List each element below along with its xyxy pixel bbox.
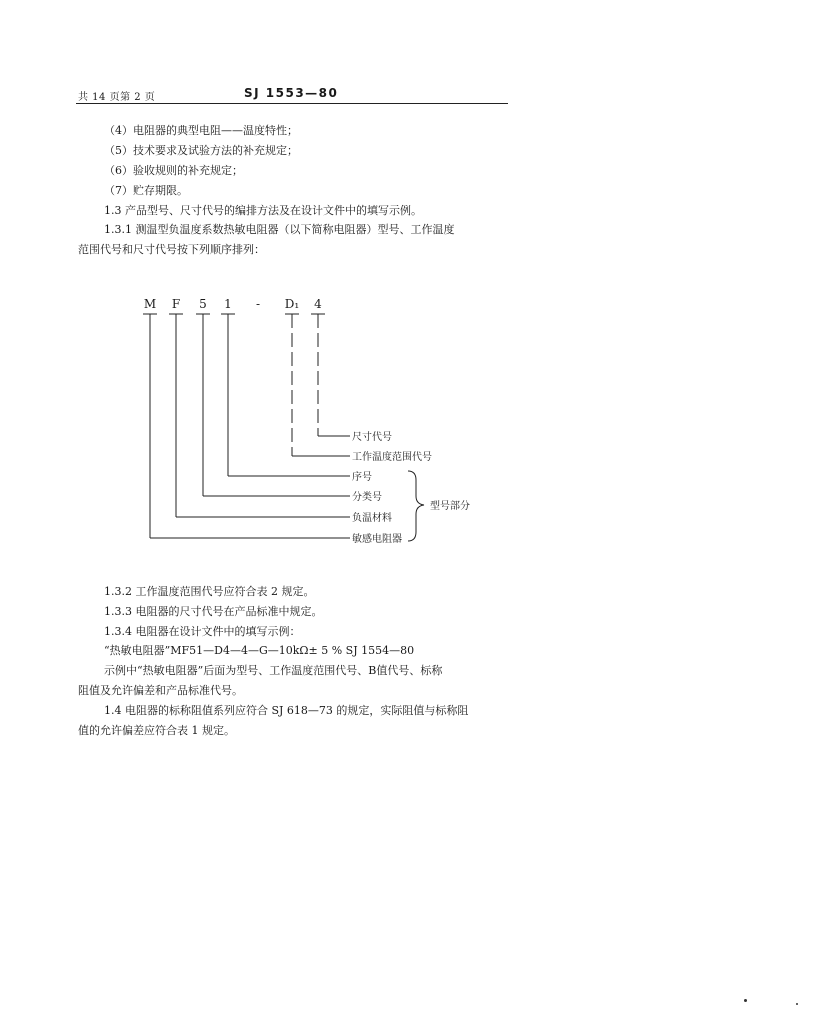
model-part-brace [408, 471, 424, 541]
section-1-3-1-line: 1.3.1 测温型负温度系数热敏电阻器（以下简称电阻器）型号、工作温度 [104, 223, 455, 236]
label-serial-number: 序号 [352, 472, 372, 483]
label-model-part: 型号部分 [430, 501, 470, 512]
label-sensitive-resistor: 敏感电阻器 [352, 534, 402, 545]
section-1-4-line-1: 1.4 电阻器的标称阻值系列应符合 SJ 618—73 的规定，实际阻值与标称阻 [104, 704, 469, 717]
symbol-5: 5 [199, 297, 207, 311]
example-explanation-2: 阻值及允许偏差和产品标准代号。 [78, 684, 243, 697]
page-info: 共 14 页第 2 页 [78, 92, 156, 103]
section-1-3-3: 1.3.3 电阻器的尺寸代号在产品标准中规定。 [104, 605, 323, 618]
label-class-number: 分类号 [352, 492, 382, 503]
scan-speck [796, 1003, 798, 1005]
section-1-3-2: 1.3.2 工作温度范围代号应符合表 2 规定。 [104, 585, 315, 598]
section-1-4-line-2: 值的允许偏差应符合表 1 规定。 [78, 724, 235, 737]
symbol-d1: D₁ [284, 297, 300, 311]
symbol-4: 4 [314, 297, 322, 311]
body-line-1: （4）电阻器的典型电阻——温度特性； [104, 124, 298, 137]
label-neg-temp-material: 负温材料 [352, 513, 392, 524]
symbol-dash: - [255, 297, 261, 311]
example-explanation-1: 示例中“热敏电阻器”后面为型号、工作温度范围代号、B值代号、标称 [104, 664, 443, 677]
scan-speck [744, 999, 747, 1002]
body-line-2: （5）技术要求及试验方法的补充规定； [104, 144, 298, 157]
symbol-f: F [171, 297, 181, 311]
body-line-3: （6）验收规则的补充规定； [104, 164, 243, 177]
designation-example: “热敏电阻器”MF51—D4—4—G—10kΩ± 5 % SJ 1554—80 [104, 644, 415, 657]
section-1-3-4: 1.3.4 电阻器在设计文件中的填写示例： [104, 625, 301, 638]
standard-code: SJ 1553—80 [244, 86, 339, 100]
symbol-1: 1 [224, 297, 232, 311]
symbol-m: M [143, 297, 157, 311]
label-size-code: 尺寸代号 [352, 432, 392, 443]
body-line-4: （7）贮存期限。 [104, 184, 188, 197]
section-1-3-1-continuation: 范围代号和尺寸代号按下列顺序排列： [78, 243, 265, 256]
section-1-3-heading: 1.3 产品型号、尺寸代号的编排方法及在设计文件中的填写示例。 [104, 204, 422, 217]
label-temp-range-code: 工作温度范围代号 [352, 452, 432, 463]
